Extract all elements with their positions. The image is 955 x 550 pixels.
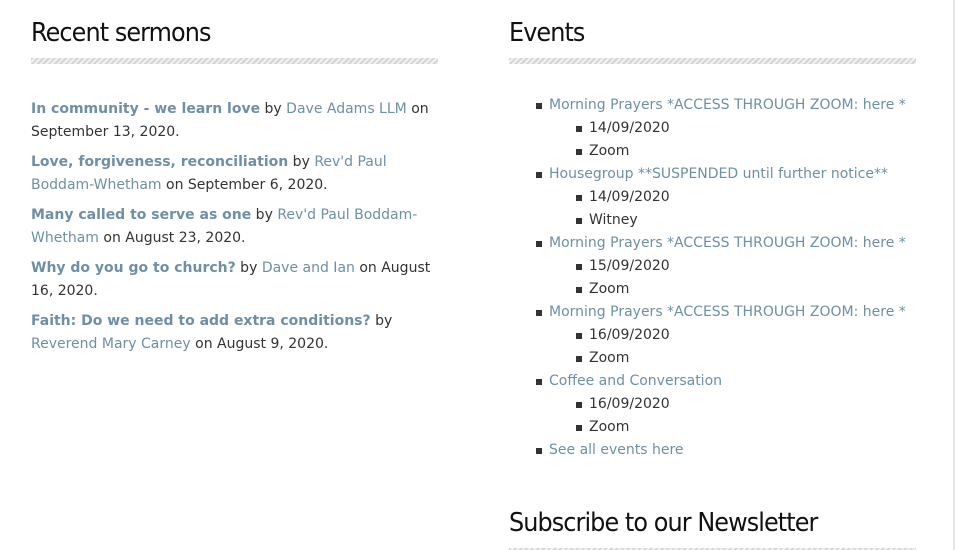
sermon-preacher-link[interactable]: Reverend Mary Carney xyxy=(31,336,191,352)
sermon-title-link[interactable]: Many called to serve as one xyxy=(31,207,252,223)
event-date: 14/09/2020 xyxy=(549,186,916,209)
sermon-by-text: by xyxy=(260,101,287,117)
recent-sermons-widget xyxy=(31,0,438,352)
sermon-title-link[interactable]: Faith: Do we need to add extra conditions? xyxy=(31,313,371,329)
sermon-on-text: on xyxy=(98,230,126,246)
recent-sermons-title: Recent sermons xyxy=(31,18,211,48)
newsletter-widget xyxy=(509,490,916,550)
sermon-title-link[interactable]: Love, forgiveness, reconciliation xyxy=(31,154,289,170)
event-title-link[interactable]: Morning Prayers *ACCESS THROUGH ZOOM: here * xyxy=(549,235,906,251)
event-details xyxy=(549,324,916,370)
sermon-by-text: by xyxy=(370,313,393,329)
sermon-title-link[interactable]: In community - we learn love xyxy=(31,101,261,117)
event-location: Zoom xyxy=(549,140,916,163)
sermon-preacher-link[interactable]: Dave and Ian xyxy=(261,260,355,276)
event-date: 16/09/2020 xyxy=(549,393,916,416)
sermon-item xyxy=(31,204,438,250)
sermon-by-text: by xyxy=(288,154,315,170)
sermon-date: August 16, 2020. xyxy=(31,260,431,299)
event-item xyxy=(509,163,916,232)
sermon-by-text: by xyxy=(251,207,278,223)
sermon-item xyxy=(31,151,438,197)
event-location: Witney xyxy=(549,209,916,232)
events-widget xyxy=(509,0,916,538)
see-all-events-item xyxy=(509,439,916,462)
event-details xyxy=(549,393,916,439)
newsletter-title: Subscribe to our Newsletter xyxy=(509,508,818,538)
event-details xyxy=(549,117,916,163)
sermon-date: September 6, 2020. xyxy=(187,177,328,193)
sermon-item xyxy=(31,310,438,356)
sermon-preacher-link[interactable]: Rev'd Paul Boddam-Whetham xyxy=(31,207,418,246)
event-location: Zoom xyxy=(549,278,916,301)
sermon-on-text: on xyxy=(161,177,188,193)
sermon-on-text: on xyxy=(354,260,382,276)
title-divider xyxy=(509,58,916,64)
sermon-on-text: on xyxy=(190,336,218,352)
event-details xyxy=(549,186,916,232)
event-item xyxy=(509,370,916,439)
event-date: 16/09/2020 xyxy=(549,324,916,347)
sermon-by-text: by xyxy=(235,260,262,276)
event-title-link[interactable]: Housegroup **SUSPENDED until further notice** xyxy=(549,166,888,182)
see-all-events-link[interactable]: See all events here xyxy=(549,442,684,458)
sermon-date: September 13, 2020. xyxy=(31,124,180,140)
events-list xyxy=(509,94,916,462)
sermon-date: August 23, 2020. xyxy=(125,230,246,246)
sermon-list xyxy=(31,98,438,363)
event-details xyxy=(549,255,916,301)
event-item xyxy=(509,301,916,370)
event-title-link[interactable]: Morning Prayers *ACCESS THROUGH ZOOM: here * xyxy=(549,97,906,113)
sermon-date: August 9, 2020. xyxy=(217,336,329,352)
title-divider xyxy=(31,58,438,64)
event-title-link[interactable]: Morning Prayers *ACCESS THROUGH ZOOM: here * xyxy=(549,304,906,320)
event-title-link[interactable]: Coffee and Conversation xyxy=(549,373,723,389)
sermon-item xyxy=(31,257,438,303)
sermon-on-text: on xyxy=(406,101,429,117)
events-list-container xyxy=(509,94,916,462)
sermon-item xyxy=(31,98,438,144)
sermon-preacher-link[interactable]: Rev'd Paul Boddam-Whetham xyxy=(31,154,387,193)
event-location: Zoom xyxy=(549,347,916,370)
event-location: Zoom xyxy=(549,416,916,439)
sermon-preacher-link[interactable]: Dave Adams LLM xyxy=(286,101,407,117)
event-date: 14/09/2020 xyxy=(549,117,916,140)
event-item xyxy=(509,232,916,301)
event-item xyxy=(509,94,916,163)
event-date: 15/09/2020 xyxy=(549,255,916,278)
events-title: Events xyxy=(509,18,585,48)
sermon-title-link[interactable]: Why do you go to church? xyxy=(31,260,236,276)
